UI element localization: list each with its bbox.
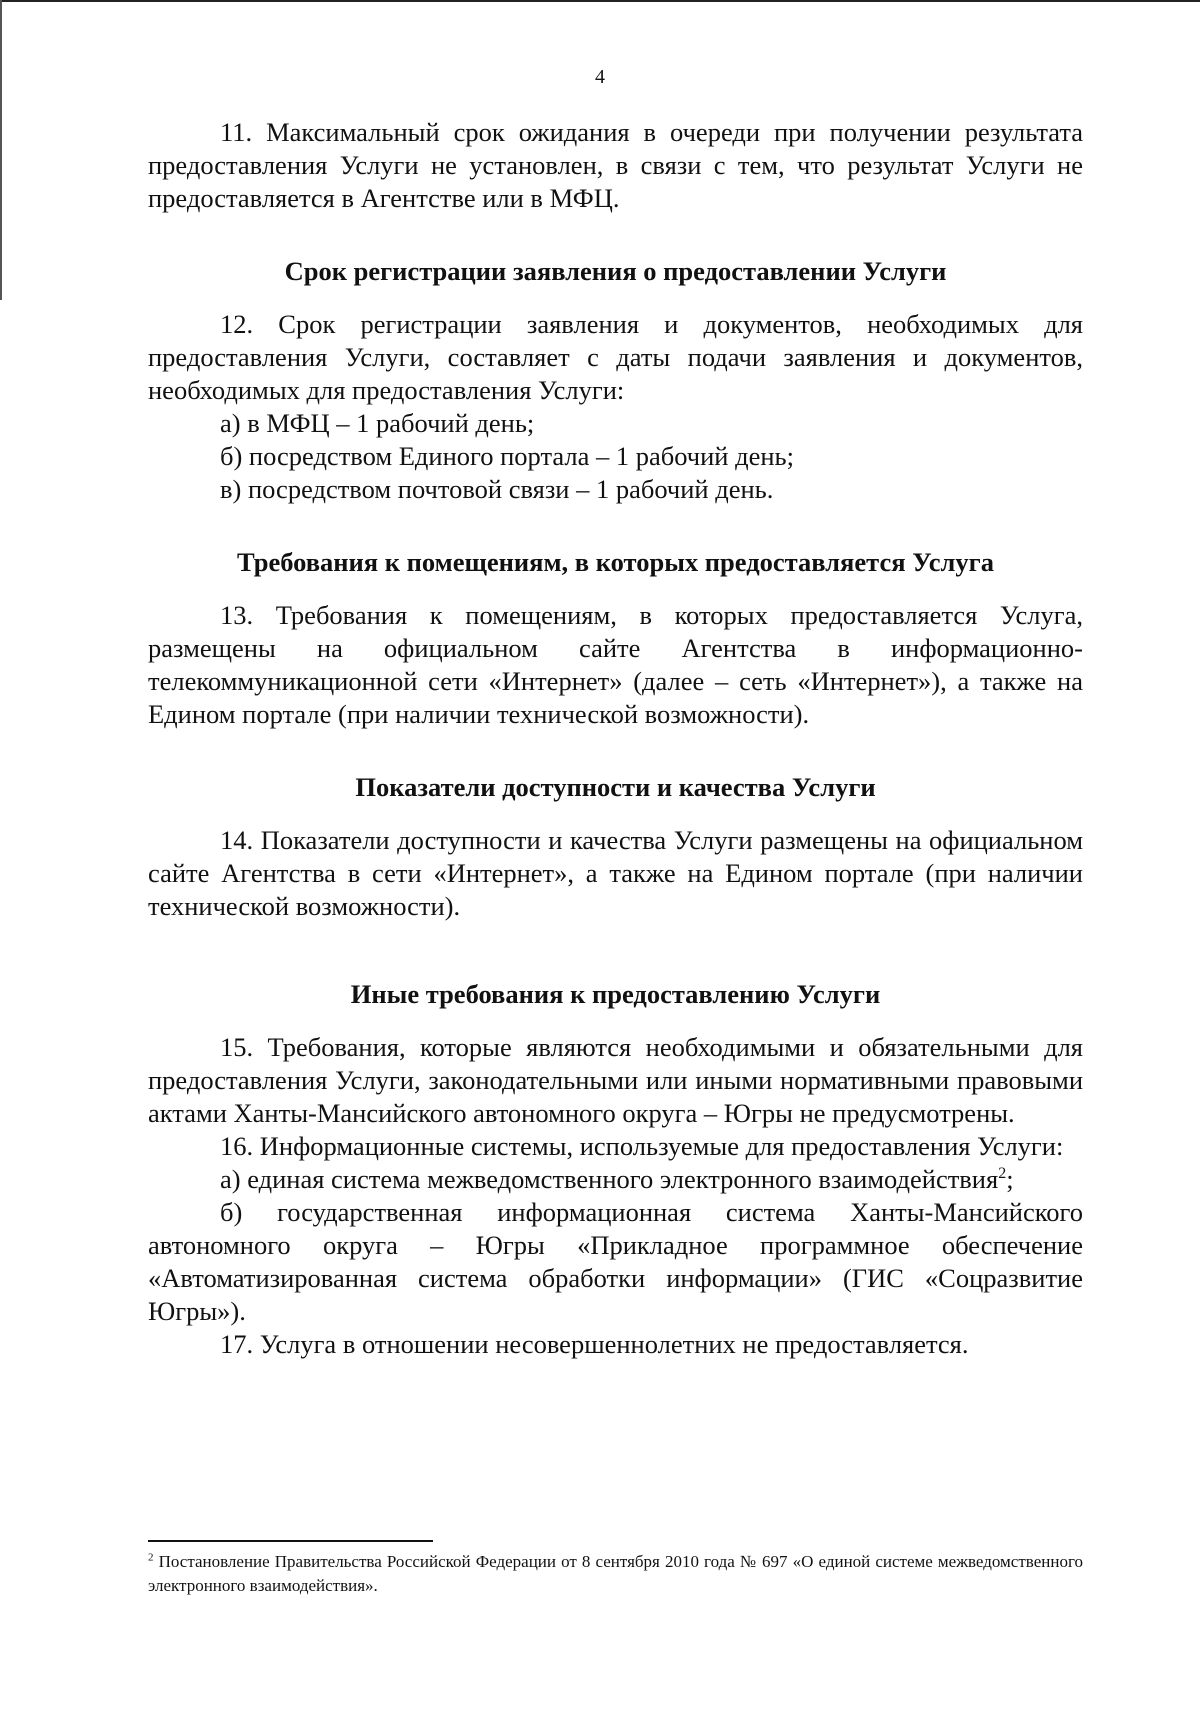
paragraph-12: 12. Срок регистрации заявления и документов, необходимых для предоставления Услуги, составляет с даты подачи заявления и документов, необходимых для предоставления Услуги:: [148, 309, 1083, 405]
heading-premises: Требования к помещениям, в которых предоставляется Услуга: [237, 547, 994, 577]
scan-edge-top: [0, 0, 1200, 2]
paragraph-15: 15. Требования, которые являются необходимыми и обязательными для предоставления Услуги, законодательными или иными нормативными правовыми актами Ханты-Мансийского автономного округа – Югры не предусмотрены.: [148, 1032, 1083, 1128]
footnote-mark: 2: [148, 1551, 154, 1564]
heading-other-requirements: Иные требования к предоставлению Услуги: [350, 979, 881, 1009]
footnote-reference: 2: [998, 1165, 1007, 1183]
paragraph-14: 14. Показатели доступности и качества Услуги размещены на официальном сайте Агентства в сети «Интернет», а также на Едином портале (при наличии технической возможности).: [148, 825, 1083, 921]
list-item: а) в МФЦ – 1 рабочий день;: [220, 408, 535, 438]
heading-indicators: Показатели доступности и качества Услуги: [355, 772, 876, 802]
paragraph-13: 13. Требования к помещениям, в которых предоставляется Услуга, размещены на официальном сайте Агентства в информационно-телекоммуникационной сети «Интернет» (далее – сеть «Интернет»), а также на Едином портале (при наличии технической возможности).: [148, 600, 1083, 729]
list-item-a-tail: ;: [1006, 1164, 1014, 1194]
list-item: б) посредством Единого портала – 1 рабочий день;: [220, 441, 794, 471]
list-item-a-text: а) единая система межведомственного электронного взаимодействия: [220, 1164, 999, 1194]
footnote-separator: [148, 1540, 433, 1542]
list-item-b: б) государственная информационная система Ханты-Мансийского автономного округа – Югры «Прикладное программное обеспечение «Автоматизированная система обработки информации» (ГИС «Соцразвитие Югры»).: [148, 1197, 1083, 1326]
list-item: в) посредством почтовой связи – 1 рабочий день.: [220, 474, 774, 504]
paragraph-16: 16. Информационные системы, используемые для предоставления Услуги:: [220, 1131, 1064, 1161]
scan-edge-left: [0, 0, 2, 300]
paragraph-17: 17. Услуга в отношении несовершеннолетних не предоставляется.: [220, 1329, 969, 1359]
heading-registration: Срок регистрации заявления о предоставлении Услуги: [284, 256, 947, 286]
document-body: [148, 116, 1083, 1361]
page-number: 4: [595, 66, 605, 88]
list-item-a: [148, 1163, 1083, 1196]
footnote-text: Постановление Правительства Российской Федерации от 8 сентября 2010 года № 697 «О единой системе межведомственного электронного взаимодействия».: [148, 1552, 1083, 1595]
paragraph-11: 11. Максимальный срок ожидания в очереди при получении результата предоставления Услуги не установлен, в связи с тем, что результат Услуги не предоставляется в Агентстве или в МФЦ.: [148, 117, 1083, 213]
footnote: [148, 1550, 1083, 1598]
